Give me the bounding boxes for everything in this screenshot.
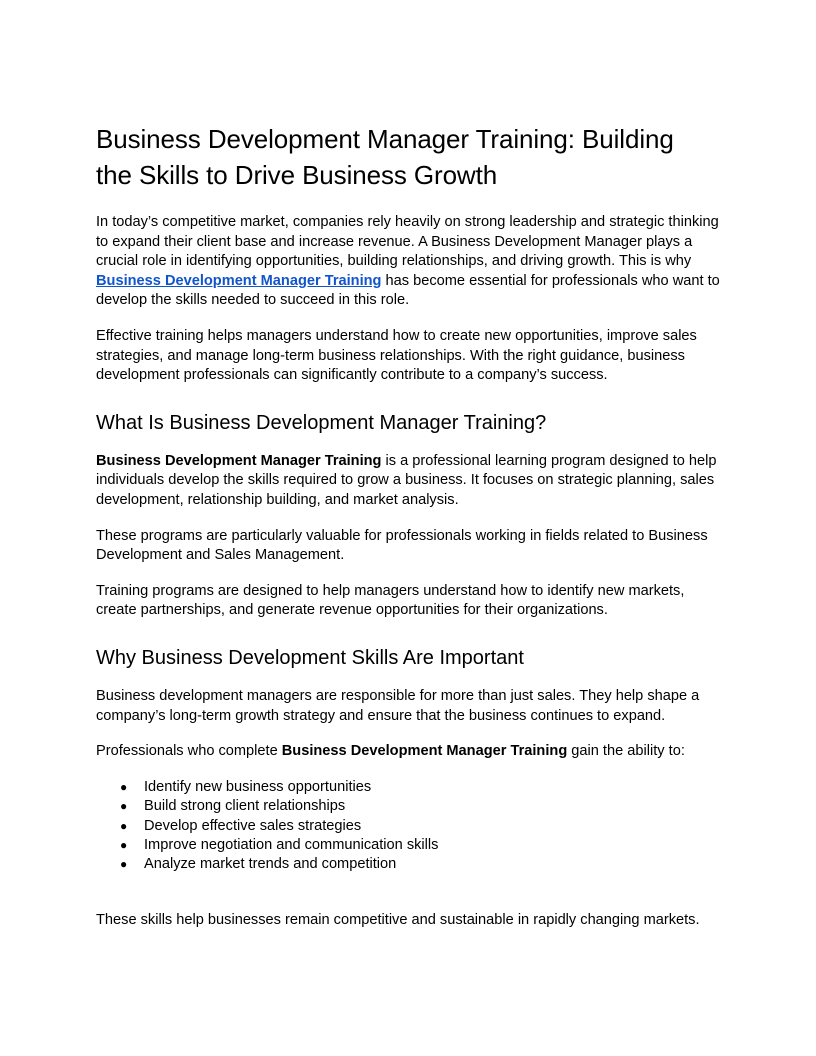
bullet-icon: ● [120,857,128,872]
list-item [96,836,726,855]
document-title [96,121,726,193]
training-programs-paragraph: Training programs are designed to help managers understand how to identify new markets, create partnerships, and generate revenue opportunities for their organizations. [96,582,685,619]
intro-text-before-link: In today’s competitive market, companies rely heavily on strong leadership and strategic thinking to expand their client base and increase revenue. A Business Development Manager plays a crucial role in identifying opportunities, building relationships, and driving growth. This is why [96,214,719,270]
list-item [96,855,726,874]
list-item-text: Analyze market trends and competition [144,856,397,873]
responsibilities-paragraph: Business development managers are responsible for more than just sales. They help shape a company’s long-term growth strategy and ensure that the business continues to expand. [96,687,700,724]
abilities-bold-term: Business Development Manager Training [281,743,568,760]
definition-bold-term: Business Development Manager Training [96,452,382,469]
list-item [96,778,726,797]
abilities-text-before: Professionals who complete [96,743,282,760]
definition-text: is a professional learning program designed to help individuals develop the skills required to grow a business. It focuses on strategic planning, sales development, relationship building, and market analysis. [96,452,717,508]
list-item-text: Build strong client relationships [144,798,346,815]
effective-training-paragraph: Effective training helps managers understand how to create new opportunities, improve sales strategies, and manage long-term business relationships. With the right guidance, business development professionals can significantly contribute to a company’s success. [96,327,697,384]
definition-paragraph [96,452,726,511]
list-item-text: Develop effective sales strategies [144,817,362,834]
bullet-icon: ● [120,818,128,833]
intro-text-after-link: has become essential for professionals who want to develop the skills needed to succeed in this role. [96,272,720,309]
bullet-icon: ● [120,799,128,814]
abilities-text-after: gain the ability to: [567,743,685,760]
list-item-text: Identify new business opportunities [144,778,372,795]
intro-paragraph [96,213,726,311]
document-page [96,121,726,946]
list-item [96,817,726,836]
skills-bullet-list [96,778,726,875]
list-item [96,797,726,816]
training-link[interactable]: Business Development Manager Training [96,272,382,289]
section-heading-what-is: What Is Business Development Manager Training? [96,411,547,434]
abilities-intro-paragraph [96,742,726,762]
list-item-text: Improve negotiation and communication skills [144,836,439,853]
bullet-icon: ● [120,779,128,794]
valuable-professionals-paragraph: These programs are particularly valuable for professionals working in fields related to Business Development and Sales Management. [96,527,708,564]
title-line-1: Business Development Manager Training: Building [96,124,674,154]
bullet-icon: ● [120,837,128,852]
closing-paragraph: These skills help businesses remain competitive and sustainable in rapidly changing markets. [96,911,700,928]
title-line-2: the Skills to Drive Business Growth [96,160,498,190]
section-heading-why-important: Why Business Development Skills Are Important [96,646,524,669]
